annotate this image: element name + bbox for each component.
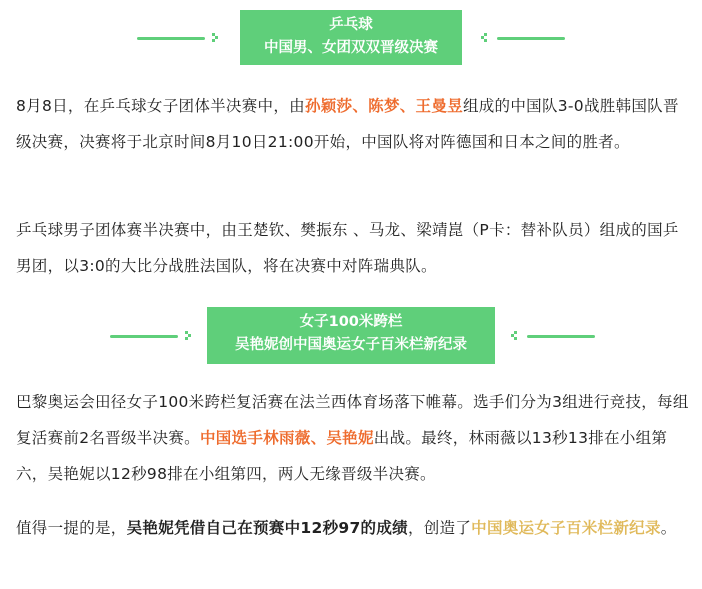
section-subtitle: 中国男、女团双双晋级决赛: [264, 40, 438, 56]
header-divider-left: [110, 335, 178, 338]
bold-qualifying-time: 吴艳妮凭借自己在预赛中12秒97的成绩: [126, 519, 408, 537]
pixel-ornament-left: [212, 33, 222, 43]
section-subtitle: 吴艳妮创中国奥运女子百米栏新纪录: [235, 337, 467, 353]
paragraph-text: 乒乓球男子团体赛半决赛中，由王楚钦、樊振东 、马龙、梁靖崑（P卡：替补队员）组成的国乒男团，以3:0的大比分战胜法国队，将在决赛中对阵瑞典队。: [16, 221, 679, 275]
section-title: 乒乓球: [329, 17, 373, 33]
highlight-athlete-names: 中国选手林雨薇、吴艳妮: [199, 429, 374, 447]
paragraph-text: 出战。最终，林雨薇以13秒13排在小组第六，吴艳妮以12秒98排在小组第四，两人无缘晋级半决赛。: [16, 429, 668, 483]
paragraph-text: 巴黎奥运会田径女子100米跨栏复活赛在法兰西体育场落下帷幕。选手们分为3组进行竞技，每组复活赛前2名晋级半决赛。: [16, 393, 689, 447]
paragraph-womens-team: [16, 88, 692, 160]
paragraph-text: 组成的中国队3-0战胜韩国队晋级决赛，决赛将于北京时间8月10日21:00开始，中国队将对阵德国和日本之间的胜者。: [16, 97, 679, 151]
pixel-ornament-left: [185, 331, 195, 341]
section-header-table-tennis: [0, 0, 702, 70]
paragraph-new-record: [16, 510, 692, 546]
header-divider-right: [497, 37, 565, 40]
section-title: 女子100米跨栏: [299, 314, 403, 330]
header-divider-left: [137, 37, 205, 40]
pixel-ornament-right: [508, 331, 518, 341]
highlight-record: 中国奥运女子百米栏新纪录: [471, 519, 661, 537]
paragraph-mens-team: [16, 212, 692, 284]
paragraph-text: 8月8日，在乒乓球女子团体半决赛中，由: [16, 97, 305, 115]
pixel-ornament-right: [478, 33, 488, 43]
highlight-player-names: 孙颖莎、陈梦、王曼昱: [304, 97, 463, 115]
paragraph-hurdles-repechage: [16, 384, 692, 492]
section-header-hurdles: [0, 300, 702, 370]
paragraph-text: 值得一提的是，: [16, 519, 127, 537]
paragraph-text: 。: [660, 519, 677, 537]
section-title-box: [240, 10, 462, 65]
section-title-box: [207, 307, 495, 364]
paragraph-text: ，创造了: [407, 519, 472, 537]
header-divider-right: [527, 335, 595, 338]
